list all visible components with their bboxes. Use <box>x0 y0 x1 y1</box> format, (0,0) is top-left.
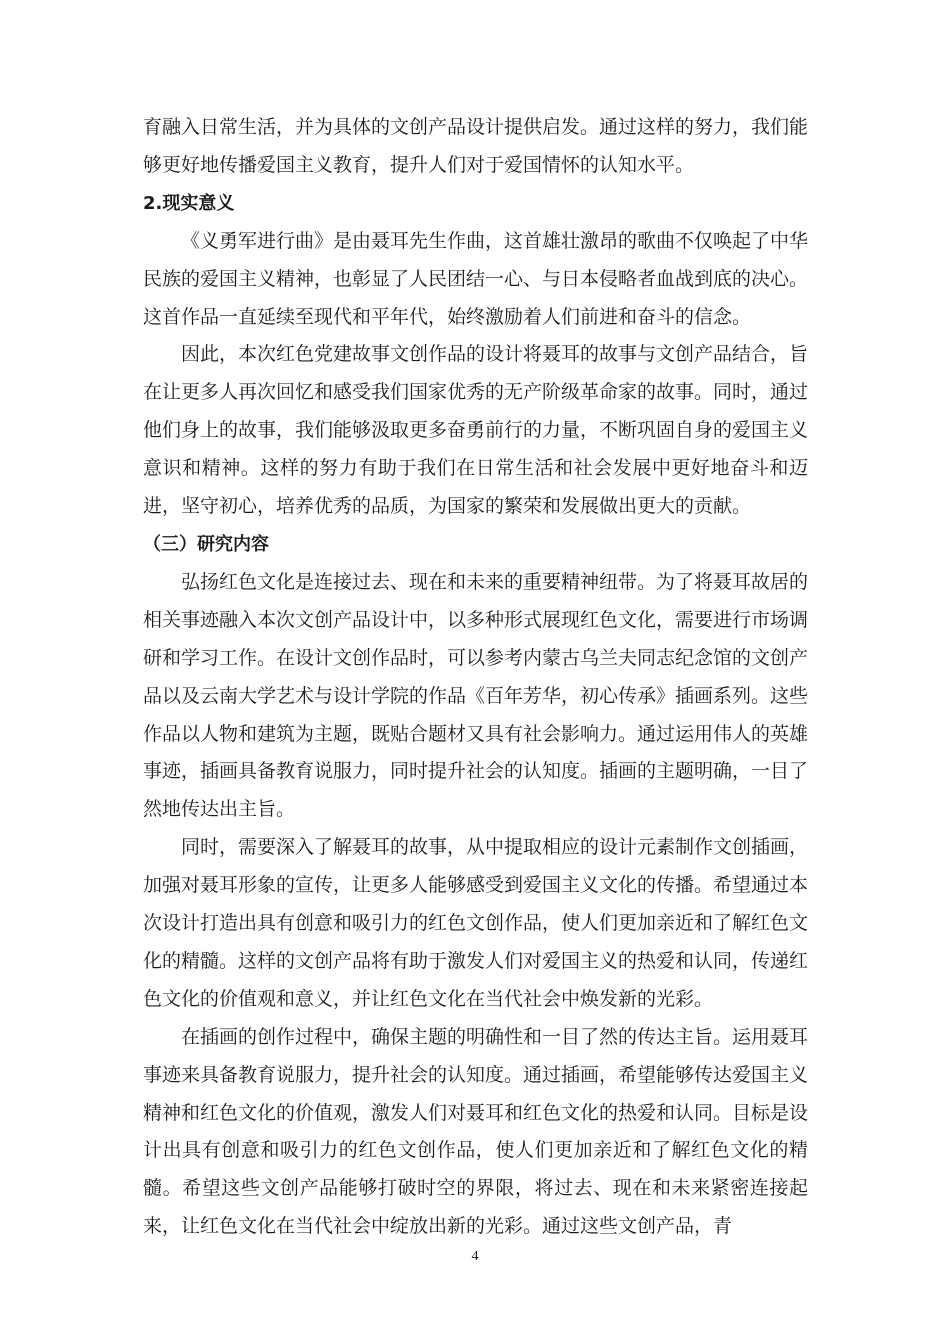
paragraph: 《义勇军进行曲》是由聂耳先生作曲，这首雄壮激昂的歌曲不仅唤起了中华民族的爱国主义精神，也彰显了人民团结一心、与日本侵略者血战到底的决心。这首作品一直延续至现代和平年代，始终激励着人们前进和奋斗的信念。 <box>143 229 809 328</box>
page-body <box>143 109 808 1246</box>
page-number: 4 <box>471 1249 479 1264</box>
paragraph-continuation: 育融入日常生活，并为具体的文创产品设计提供启发。通过这样的努力，我们能够更好地传播爱国主义教育，提升人们对于爱国情怀的认知水平。 <box>143 116 809 176</box>
section-heading-practical-significance: 2.现实意义 <box>143 192 235 214</box>
paragraph: 弘扬红色文化是连接过去、现在和未来的重要精神纽带。为了将聂耳故居的相关事迹融入本次文创产品设计中，以多种形式展现红色文化，需要进行市场调研和学习工作。在设计文创作品时，可以参考内蒙古乌兰夫同志纪念馆的文创产品以及云南大学艺术与设计学院的作品《百年芳华，初心传承》插画系列。这些作品以人物和建筑为主题，既贴合题材又具有社会影响力。通过运用伟人的英雄事迹，插画具备教育说服力，同时提升社会的认知度。插画的主题明确，一目了然地传达出主旨。 <box>143 570 809 821</box>
section-heading-research-content: （三）研究内容 <box>143 533 269 555</box>
paragraph: 因此，本次红色党建故事文创作品的设计将聂耳的故事与文创产品结合，旨在让更多人再次回忆和感受我们国家优秀的无产阶级革命家的故事。同时，通过他们身上的故事，我们能够汲取更多奋勇前行的力量，不断巩固自身的爱国主义意识和精神。这样的努力有助于我们在日常生活和社会发展中更好地奋斗和迈进，坚守初心，培养优秀的品质，为国家的繁荣和发展做出更大的贡献。 <box>143 343 809 518</box>
paragraph: 同时，需要深入了解聂耳的故事，从中提取相应的设计元素制作文创插画，加强对聂耳形象的宣传，让更多人能够感受到爱国主义文化的传播。希望通过本次设计打造出具有创意和吸引力的红色文创作品，使人们更加亲近和了解红色文化的精髓。这样的文创产品将有助于激发人们对爱国主义的热爱和认同，传递红色文化的价值观和意义，并让红色文化在当代社会中焕发新的光彩。 <box>143 836 809 1010</box>
paragraph: 在插画的创作过程中，确保主题的明确性和一目了然的传达主旨。运用聂耳事迹来具备教育说服力，提升社会的认知度。通过插画，希望能够传达爱国主义精神和红色文化的价值观，激发人们对聂耳和红色文化的热爱和认同。目标是设计出具有创意和吸引力的红色文创作品，使人们更加亲近和了解红色文化的精髓。希望这些文创产品能够打破时空的界限，将过去、现在和未来紧密连接起来，让红色文化在当代社会中绽放出新的光彩。通过这些文创产品，青 <box>143 1025 809 1238</box>
